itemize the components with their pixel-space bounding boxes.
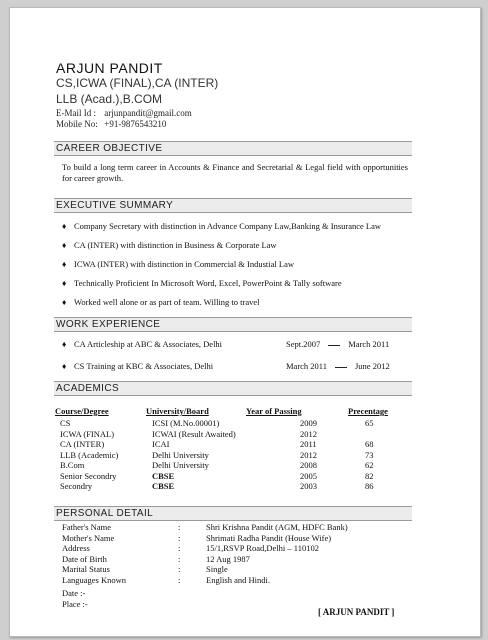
academics-cell: LLB (Academic) (60, 449, 119, 460)
summary-item: ♦ Worked well alone or as part of team. Willing to travel (62, 297, 260, 307)
work-experience-heading: WORK EXPERIENCE (54, 317, 412, 332)
academics-cell: CA (INTER) (60, 439, 105, 449)
academics-cell: 2008 (300, 460, 317, 470)
personal-detail-label: Father's Name (62, 522, 111, 532)
academics-cell: ICAI (152, 439, 170, 449)
academics-cell: 65 (365, 418, 374, 428)
personal-detail-value: Single (206, 564, 228, 575)
personal-detail-separator: : (178, 564, 181, 575)
career-objective-text: To build a long term career in Accounts & Finance and Secretarial & Legal field with opportunities for career growth. (62, 162, 408, 183)
mobile-row (56, 119, 166, 129)
signature: [ ARJUN PANDIT ] (318, 607, 395, 617)
executive-summary-heading: EXECUTIVE SUMMARY (54, 198, 412, 213)
academics-cell: ICWAI (Result Awaited) (152, 428, 236, 439)
email-label: E-Mail Id : (56, 108, 96, 118)
academics-cell: 73 (365, 449, 374, 460)
academics-col-university: University/Board (146, 406, 209, 416)
academics-cell: CS (60, 418, 71, 428)
personal-detail-value: Shrimati Radha Pandit (House Wife) (206, 532, 332, 543)
qualification-line-2: LLB (Acad.),B.COM (56, 92, 163, 106)
academics-cell: CBSE (152, 470, 175, 481)
date-label: Date :- (62, 588, 86, 598)
candidate-name: ARJUN PANDIT (56, 60, 163, 76)
academics-cell: 2011 (300, 439, 317, 449)
work-item: ♦ CS Training at KBC & Associates, Delhi (62, 361, 214, 371)
summary-item: ♦ Company Secretary with distinction in Advance Company Law,Banking & Insurance Law (62, 221, 382, 231)
academics-cell: 2012 (300, 428, 317, 439)
summary-item: ♦ Technically Proficient In Microsoft Word, Excel, PowerPoint & Tally software (62, 278, 342, 288)
personal-detail-value: English and Hindi. (206, 575, 270, 585)
personal-detail-label: Address (62, 543, 90, 554)
personal-detail-label: Languages Known (62, 575, 126, 585)
personal-detail-heading: PERSONAL DETAIL (54, 506, 412, 521)
personal-detail-label: Date of Birth (62, 553, 107, 564)
academics-cell: 2003 (300, 481, 317, 491)
personal-detail-separator: : (178, 575, 181, 585)
academics-cell: 82 (365, 470, 374, 481)
academics-cell: Secondry (60, 481, 93, 491)
personal-detail-separator: : (178, 553, 181, 564)
academics-cell: 68 (365, 439, 374, 449)
personal-detail-separator: : (178, 543, 181, 554)
academics-col-percentage: Precentage (348, 406, 388, 416)
mobile-value: +91-9876543210 (104, 119, 167, 129)
personal-detail-value: Shri Krishna Pandit (AGM, HDFC Bank) (206, 522, 348, 532)
academics-cell: 2009 (300, 418, 317, 428)
place-label: Place :- (62, 599, 88, 609)
personal-detail-separator: : (178, 532, 181, 543)
work-item: ♦ CA Articleship at ABC & Associates, Delhi (62, 339, 223, 349)
work-item-dates: March 2011 June 2012 (286, 361, 390, 371)
academics-cell: 62 (365, 460, 374, 470)
summary-item: ♦ CA (INTER) with distinction in Business & Corporate Law (62, 240, 277, 250)
career-objective-heading: CAREER OBJECTIVE (54, 141, 412, 156)
academics-cell: Senior Secondry (60, 470, 117, 481)
personal-detail-value: 15/1,RSVP Road,Delhi – 110102 (206, 543, 319, 554)
academics-cell: Delhi University (152, 460, 209, 470)
work-item-dates: Sept.2007 March 2011 (286, 339, 390, 349)
personal-detail-label: Mother's Name (62, 532, 115, 543)
academics-cell: 2012 (300, 449, 317, 460)
academics-cell: Delhi University (152, 449, 209, 460)
academics-cell: CBSE (152, 481, 175, 491)
summary-item: ♦ ICWA (INTER) with distinction in Commercial & Industial Law (62, 259, 295, 269)
personal-detail-label: Marital Status (62, 564, 110, 575)
resume-page (9, 7, 481, 637)
personal-detail-value: 12 Aug 1987 (206, 553, 250, 564)
qualification-line-1: CS,ICWA (FINAL),CA (INTER) (56, 76, 219, 90)
mobile-label: Mobile No: (56, 119, 98, 129)
email-value: arjunpandit@gmail.com (104, 108, 192, 118)
academics-cell: 86 (365, 481, 374, 491)
academics-col-year: Year of Passing (246, 406, 302, 416)
academics-col-course: Course/Degree (55, 406, 109, 416)
email-row (56, 108, 192, 118)
academics-cell: ICWA (FINAL) (60, 428, 115, 439)
academics-cell: ICSI (M.No.00001) (152, 418, 220, 428)
academics-heading: ACADEMICS (54, 381, 412, 396)
academics-cell: 2005 (300, 470, 317, 481)
academics-cell: B.Com (60, 460, 85, 470)
personal-detail-separator: : (178, 522, 181, 532)
